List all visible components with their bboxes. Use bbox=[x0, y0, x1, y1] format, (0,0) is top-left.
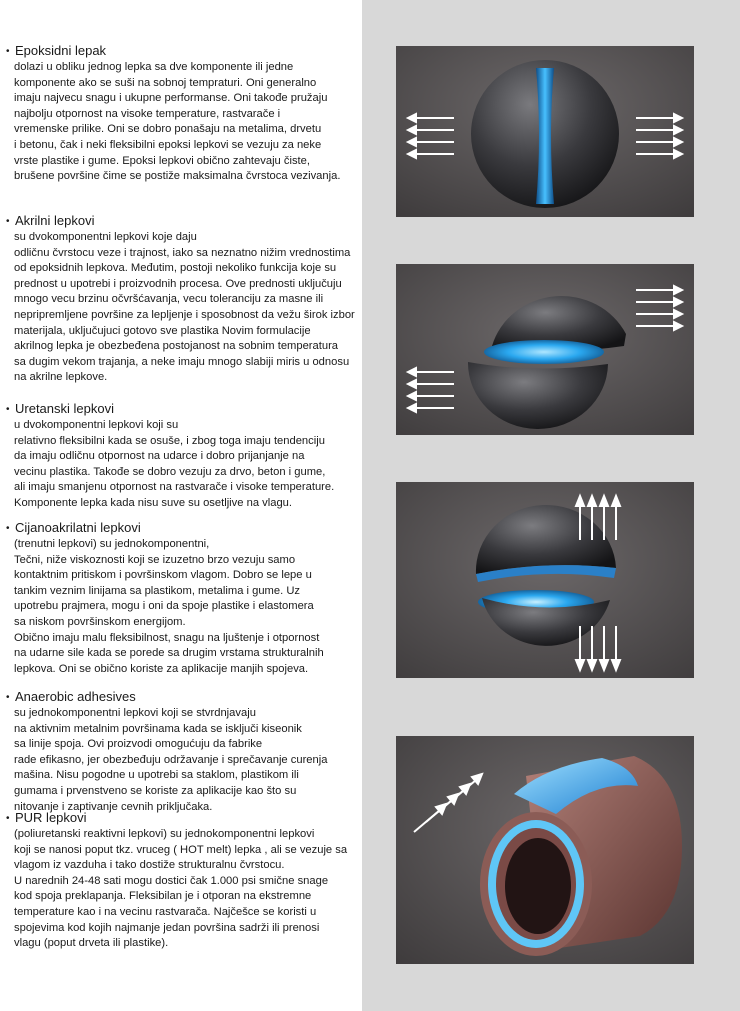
text-line: da imaju odličnu otpornost na udarce i dobro prijanjanje na bbox=[14, 450, 305, 463]
bullet-icon: • bbox=[6, 46, 10, 57]
section-body bbox=[14, 60, 362, 185]
text-line: mašina. Nisu pogodne u upotrebi sa staklom, plastikom ili bbox=[14, 769, 299, 782]
text-line: relativno fleksibilni kada se osuše, i zbog toga imaju tendenciju bbox=[14, 434, 325, 447]
text-line: gumama i prvenstveno se koriste za aplikacije kao što su bbox=[14, 784, 297, 797]
text-line: kontaktnim pritiskom i površinskom vlagom. Dobro se lepe u bbox=[14, 569, 312, 582]
section-body bbox=[14, 418, 362, 512]
pipe-joint-figure bbox=[396, 736, 694, 964]
text-line: rade efikasno, jer obezbeđuju održavanje i sprečavanje curenja bbox=[14, 753, 328, 766]
text-line: ali imaju smanjenu otpornost na rastvarače i visoke temperature. bbox=[14, 481, 335, 494]
text-line: vecinu plastika. Takođe se dobro vezuju za drvo, beton i gume, bbox=[14, 465, 326, 478]
section-urethane bbox=[6, 401, 362, 512]
sphere-shear-icon bbox=[396, 264, 694, 435]
text-line: vlagu (poput drveta ili plastike). bbox=[14, 937, 169, 950]
section-pur bbox=[6, 810, 362, 952]
text-line: odličnu čvrstocu veze i trajnost, iako sa neznatno nižim vrednostima bbox=[14, 246, 351, 259]
sphere-shear-figure bbox=[396, 264, 694, 435]
text-line: vlagom iz vazduha i tako dostiže strukturalnu čvrstocu. bbox=[14, 859, 285, 872]
text-line: temperature kao i na vecinu rastvarača. Najčešce se koristi u bbox=[14, 905, 317, 918]
text-line: nitovanje i zaptivanje cevnih priključaka. bbox=[14, 800, 213, 813]
text-line: Obično imaju malu fleksibilnost, snagu na ljuštenje i otpornost bbox=[14, 631, 320, 644]
text-line: spojevima kod kojih najmanje jedan površina sadrži ili prenosi bbox=[14, 921, 320, 934]
section-title: Anaerobic adhesives bbox=[15, 689, 136, 704]
text-line: komponente ako se suši na sobnoj tempraturi. Oni generalno bbox=[14, 76, 317, 89]
text-line: prednost u upotrebi i proizvodnih procesa. Ove prednosti uključuju bbox=[14, 277, 342, 290]
text-line: tankim veznim linijama sa plastikom, metalima i gume. Uz bbox=[14, 584, 300, 597]
text-line: vrste plastike i gume. Epoksi lepkovi obično zahtevaju čiste, bbox=[14, 154, 310, 167]
text-line: vremenske prilike. Oni se dobro ponašaju na metalima, drvetu bbox=[14, 123, 322, 136]
sphere-tension-icon bbox=[396, 46, 694, 217]
text-line: i betonu, čak i neki fleksibilni epoksi lepkovi se vezuju za neke bbox=[14, 138, 322, 151]
text-line: koji se nanosi poput tkz. vruceg ( HOT melt) lepka , ali se vezuje sa bbox=[14, 843, 348, 856]
text-line: mnogo vecu brzinu očvršćavanja, vecu toleranciju za masne ili bbox=[14, 293, 324, 306]
section-body bbox=[14, 537, 362, 677]
section-body bbox=[14, 230, 362, 386]
text-line: akrilnog lepka je obezbeđena postojanost na sobnim temperatura bbox=[14, 340, 339, 353]
text-line: Tečni, niže viskoznosti koji se izuzetno brzo vezuju samo bbox=[14, 553, 296, 566]
text-line: na akrilne lepkove. bbox=[14, 371, 108, 384]
text-line: na aktivnim metalnim površinama kada se isključi kiseonik bbox=[14, 722, 302, 735]
text-line: od epoksidnih lepkova. Međutim, postoji nekoliko funkcija koje su bbox=[14, 262, 337, 275]
section-title: Akrilni lepkovi bbox=[15, 213, 95, 228]
section-title: Epoksidni lepak bbox=[15, 43, 107, 58]
pipe-icon bbox=[396, 736, 694, 964]
bullet-icon: • bbox=[6, 813, 10, 824]
split-sphere-tension-figure bbox=[396, 46, 694, 217]
text-line: Komponente lepka kada nisu suve su osetljive na vlagu. bbox=[14, 496, 292, 509]
text-line: su dvokomponentni lepkovi koje daju bbox=[14, 231, 197, 243]
bullet-icon: • bbox=[6, 404, 10, 415]
section-body bbox=[14, 706, 362, 815]
section-cyanoacrylate bbox=[6, 520, 362, 677]
section-title: Cijanoakrilatni lepkovi bbox=[15, 520, 141, 535]
section-anaerobic bbox=[6, 689, 362, 815]
bullet-icon: • bbox=[6, 216, 10, 227]
text-line: su jednokomponentni lepkovi koji se stvrdnjavaju bbox=[14, 707, 256, 719]
section-body bbox=[14, 827, 362, 952]
section-acrylic bbox=[6, 213, 362, 386]
text-line: materijala, uključujuci gotovo sve plastika Novim formulacije bbox=[14, 324, 311, 337]
text-line: U narednih 24-48 sati mogu dostici čak 1.000 psi smične snage bbox=[14, 874, 329, 887]
section-title: Uretanski lepkovi bbox=[15, 401, 114, 416]
bullet-icon: • bbox=[6, 692, 10, 703]
text-line: kod spoja preklapanja. Fleksibilan je i otporan na ekstremne bbox=[14, 890, 312, 903]
bullet-icon: • bbox=[6, 523, 10, 534]
text-line: imaju najvecu snagu i ukupne performanse. Oni takođe pružaju bbox=[14, 92, 328, 105]
text-line: (trenutni lepkovi) su jednokomponentni, bbox=[14, 538, 210, 550]
text-line: brušene površine čime se postiže maksimalna čvrstoca vezivanja. bbox=[14, 170, 341, 183]
section-title: PUR lepkovi bbox=[15, 810, 87, 825]
text-line: (poliuretanski reaktivni lepkovi) su jednokomponentni lepkovi bbox=[14, 828, 315, 840]
text-line: u dvokomponentni lepkovi koji su bbox=[14, 419, 179, 431]
text-line: dolazi u obliku jednog lepka sa dve komponente ili jedne bbox=[14, 61, 294, 73]
text-line: sa niskom površinskom energijom. bbox=[14, 615, 186, 628]
text-line: nepripremljene površine za lepljenje i sposobnost da vežu širok izbor bbox=[14, 308, 355, 321]
sphere-cleavage-figure bbox=[396, 482, 694, 678]
text-line: upotrebu prajmera, mogu i oni da spoje plastike i elastomera bbox=[14, 600, 314, 613]
section-epoxy bbox=[6, 43, 362, 185]
text-line: lepkova. Oni se obično koriste za aplikacije manjih spojeva. bbox=[14, 662, 309, 675]
text-line: sa dugim vekom trajanja, a neke imaju mnogo slabiji miris u odnosu bbox=[14, 355, 350, 368]
sphere-cleavage-icon bbox=[396, 482, 694, 678]
text-line: na udarne sile kada se porede sa drugim vrstama strukturalnih bbox=[14, 647, 324, 660]
text-line: najbolju otpornost na visoke temperature, rastvarače i bbox=[14, 107, 281, 120]
text-line: sa linije spoja. Ovi proizvodi omogućuju da fabrike bbox=[14, 738, 263, 751]
